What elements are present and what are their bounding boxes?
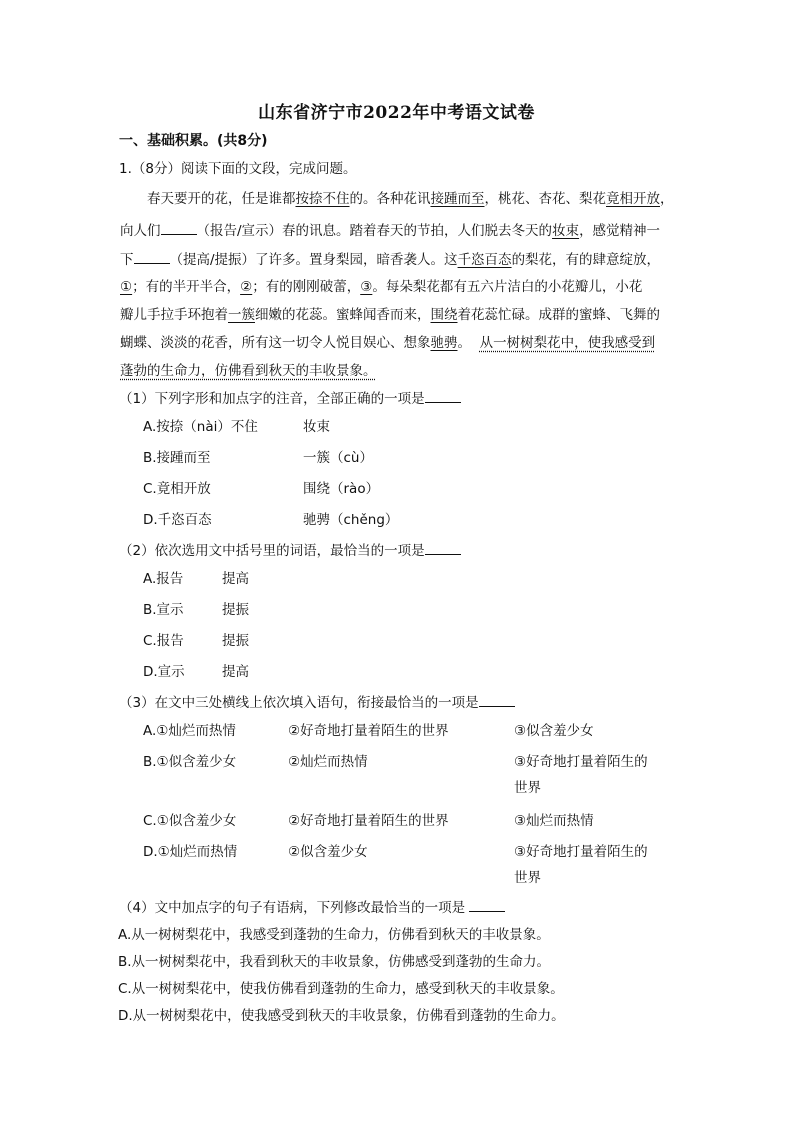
q1-option-b-2: 一簇（cù） (303, 450, 373, 466)
passage-text: 瓣儿手拉手环抱着 (120, 307, 228, 323)
passage-text: ；有的刚刚破蕾， (252, 279, 361, 295)
q2-option-d-2: 提高 (222, 664, 249, 680)
q3-option-c: C.①似含羞少女 (143, 813, 237, 829)
q1-option-a: A.按捺（nài）不住 (143, 419, 258, 435)
q3-option-b-3: ③好奇地打量着陌生的 (514, 754, 648, 770)
q3-option-b: B.①似含羞少女 (143, 754, 237, 770)
q2-option-a-2: 提高 (222, 571, 249, 587)
passage-text: （报告/宣示）春的讯息。踏着春天的节拍，人们脱去冬天的 (196, 223, 553, 239)
passage-line-5 (120, 305, 660, 325)
blank-marker: ② (240, 279, 253, 295)
q4-option-b: B.从一树树梨花中，我看到秋天的丰收景象，仿佛感受到蓬勃的生命力。 (118, 954, 551, 970)
q2-stem-text: （2）依次选用文中括号里的词语，最恰当的一项是 (119, 543, 425, 559)
passage-text: 蝴蝶、淡淡的花香，所有这一切令人悦目娱心、想象 (120, 335, 431, 351)
passage-text: 。每朵梨花都有五六片洁白的小花瓣儿，小花 (372, 279, 643, 295)
q3-option-b-2: ②灿烂而热情 (288, 754, 368, 770)
underlined-word: 竟相开放 (606, 191, 660, 207)
q1-option-d: D.千恣百态 (143, 512, 212, 528)
q3-option-d-3-cont: 世界 (514, 870, 541, 886)
fill-blank (134, 249, 170, 264)
question-intro: 1.（8分）阅读下面的文段，完成问题。 (119, 161, 357, 177)
q4-stem (119, 897, 505, 918)
q3-option-d-2: ②似含羞少女 (288, 844, 368, 860)
page-title: 山东省济宁市2022年中考语文试卷 (258, 103, 535, 123)
q3-option-a-3: ③似含羞少女 (514, 723, 594, 739)
q3-option-a: A.①灿烂而热情 (143, 723, 236, 739)
q1-option-d-2: 驰骋（chěng） (303, 512, 399, 528)
passage-text: 。 (457, 335, 471, 351)
q4-option-d: D.从一树树梨花中，使我感受到秋天的丰收景象，仿佛看到蓬勃的生命力。 (118, 1008, 565, 1024)
blank-marker: ③ (360, 279, 373, 295)
q1-option-b: B.接踵而至 (143, 450, 211, 466)
passage-line-3 (120, 249, 660, 270)
q3-option-a-2: ②好奇地打量着陌生的世界 (288, 723, 449, 739)
q3-stem (119, 692, 515, 713)
q2-option-c-2: 提振 (222, 633, 249, 649)
section-heading: 一、基础积累。(共8分) (119, 133, 268, 149)
passage-line-2 (120, 220, 660, 241)
passage-line-1 (147, 189, 674, 209)
passage-line-7 (120, 361, 377, 381)
q1-option-c-2: 围绕（rào） (303, 481, 380, 497)
fill-blank (161, 220, 197, 235)
underlined-word: 按捺不住 (295, 191, 350, 207)
q2-option-d: D.宣示 (143, 664, 185, 680)
q3-option-b-3-cont: 世界 (514, 780, 541, 796)
passage-text: ，桃花、杏花、梨花 (484, 191, 606, 207)
q3-option-d: D.①灿烂而热情 (143, 844, 238, 860)
underlined-word: 接踵而至 (430, 191, 485, 207)
passage-text: 向人们 (120, 223, 161, 239)
q2-option-b-2: 提振 (222, 602, 249, 618)
q1-option-c: C.竟相开放 (143, 481, 211, 497)
passage-text: ，感觉精神一 (579, 223, 661, 239)
passage-line-6 (120, 333, 655, 353)
q1-stem (119, 388, 461, 409)
answer-blank (425, 388, 461, 403)
underlined-word: 围绕 (430, 307, 458, 323)
q4-option-a: A.从一树树梨花中，我感受到蓬勃的生命力，仿佛看到秋天的丰收景象。 (118, 927, 550, 943)
dotted-sentence: 从一树树梨花中，使我感受到 (479, 335, 656, 351)
underlined-word: 一簇 (228, 307, 255, 323)
q1-stem-text: （1）下列字形和加点字的注音，全部正确的一项是 (119, 391, 425, 407)
q2-option-a: A.报告 (143, 571, 184, 587)
q3-stem-text: （3）在文中三处横线上依次填入语句，衔接最恰当的一项是 (119, 695, 479, 711)
passage-text: 的梨花，有的肆意绽放， (511, 252, 661, 268)
passage-text: ， (660, 191, 674, 207)
q2-option-b: B.宣示 (143, 602, 184, 618)
underlined-word: 妆束 (552, 223, 580, 239)
q4-option-c: C.从一树树梨花中，使我仿佛看到蓬勃的生命力，感受到秋天的丰收景象。 (118, 981, 564, 997)
answer-blank (425, 540, 461, 555)
answer-blank (469, 897, 505, 912)
q1-option-a-2: 妆束 (303, 419, 330, 435)
passage-text: 下 (120, 252, 134, 268)
q2-option-c: C.报告 (143, 633, 184, 649)
passage-text: 春天要开的花，任是谁都 (147, 191, 296, 207)
underlined-word: 驰骋 (430, 335, 458, 351)
q2-stem (119, 540, 461, 561)
dotted-sentence: 蓬勃的生命力，仿佛看到秋天的丰收景象。 (120, 363, 377, 379)
passage-text: 的。各种花讯 (349, 191, 431, 207)
q3-option-d-3: ③好奇地打量着陌生的 (514, 844, 648, 860)
blank-marker: ① (120, 279, 133, 295)
passage-text: （提高/提振）了许多。置身梨园，暗香袭人。这 (169, 252, 458, 268)
answer-blank (479, 692, 515, 707)
passage-text: 着花蕊忙碌。成群的蜜蜂、飞舞的 (457, 307, 660, 323)
q4-stem-text: （4）文中加点字的句子有语病，下列修改最恰当的一项是 (119, 900, 466, 916)
q3-option-c-2: ②好奇地打量着陌生的世界 (288, 813, 449, 829)
q3-option-c-3: ③灿烂而热情 (514, 813, 594, 829)
underlined-word: 千恣百态 (457, 252, 512, 268)
passage-text: ；有的半开半合， (132, 279, 241, 295)
passage-text: 细嫩的花蕊。蜜蜂闻香而来， (255, 307, 431, 323)
passage-line-4 (120, 277, 642, 297)
